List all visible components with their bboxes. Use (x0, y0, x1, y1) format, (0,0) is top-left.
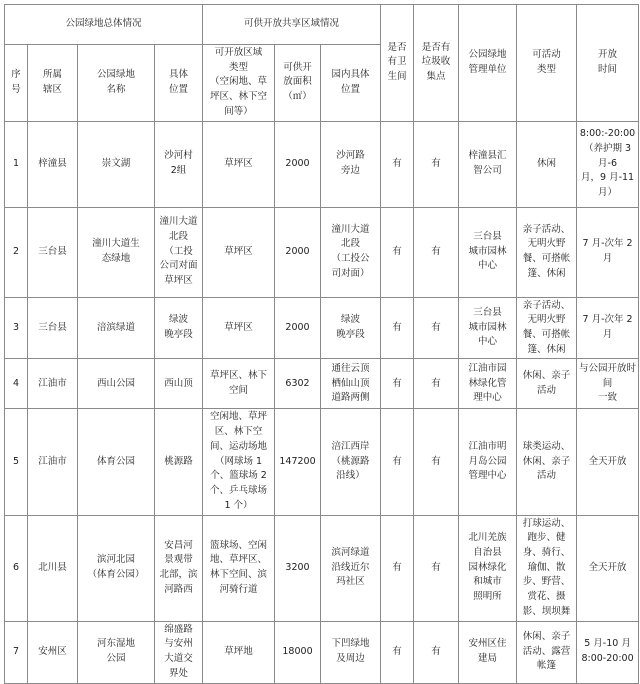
cell-activity: 亲子活动、 无明火野 餐、可搭帐 篷、休闲 (517, 297, 577, 359)
cell-district: 梓潼县 (28, 121, 78, 207)
header-garbage: 是否有 垃圾收 集点 (414, 5, 459, 122)
cell-management: 三台县 城市园林 中心 (459, 207, 517, 297)
cell-no: 5 (5, 409, 28, 515)
cell-location: 安昌河 景观带 北部，滨 河路西 (155, 515, 203, 621)
header-park-name: 公园绿地 名称 (78, 45, 155, 122)
header-inner-location: 园内具体 位置 (321, 45, 381, 122)
header-area-size: 可供开 放面积 （㎡） (275, 45, 321, 122)
cell-management: 梓潼县汇 智公司 (459, 121, 517, 207)
cell-district: 安州区 (28, 621, 78, 683)
cell-area-size: 2000 (275, 297, 321, 359)
cell-location: 西山顶 (155, 359, 203, 409)
cell-no: 6 (5, 515, 28, 621)
cell-area-type: 草坪区、林下 空间 (203, 359, 275, 409)
cell-area-type: 草坪地 (203, 621, 275, 683)
cell-open-time: 7 月-次年 2 月 (577, 297, 639, 359)
cell-inner-location: 涪江西岸 （桃源路 沿线） (321, 409, 381, 515)
cell-activity: 打球运动、 跑步、健 身、骑行、 瑜伽、散 步、野营、 赏花、摄 影、坝坝舞 (517, 515, 577, 621)
cell-activity: 休闲、亲子 活动、露营 帐篷 (517, 621, 577, 683)
cell-management: 安州区住 建局 (459, 621, 517, 683)
cell-toilet: 有 (381, 297, 414, 359)
cell-park-name: 河东湿地 公园 (78, 621, 155, 683)
header-activity: 可活动 类型 (517, 5, 577, 122)
table-row (5, 207, 639, 297)
cell-open-time: 8:00:-20:00 （养护期 3 月-6 月，9 月-11 月） (577, 121, 639, 207)
cell-area-size: 3200 (275, 515, 321, 621)
cell-toilet: 有 (381, 409, 414, 515)
cell-management: 江油市明 月岛公园 管理中心 (459, 409, 517, 515)
table-row (5, 515, 639, 621)
cell-management: 江油市园 林绿化管 理中心 (459, 359, 517, 409)
cell-location: 沙河村 2组 (155, 121, 203, 207)
cell-garbage: 有 (414, 409, 459, 515)
cell-area-size: 6302 (275, 359, 321, 409)
cell-district: 北川县 (28, 515, 78, 621)
cell-no: 3 (5, 297, 28, 359)
table-row (5, 121, 639, 207)
cell-inner-location: 沙河路 旁边 (321, 121, 381, 207)
cell-location: 绿波 晚亭段 (155, 297, 203, 359)
cell-inner-location: 通往云顶 栖仙山顶 道路两侧 (321, 359, 381, 409)
cell-district: 三台县 (28, 297, 78, 359)
cell-district: 三台县 (28, 207, 78, 297)
cell-toilet: 有 (381, 515, 414, 621)
cell-location: 桃源路 (155, 409, 203, 515)
cell-no: 7 (5, 621, 28, 683)
header-no: 序 号 (5, 45, 28, 122)
cell-open-time: 7 月-次年 2 月 (577, 207, 639, 297)
cell-garbage: 有 (414, 621, 459, 683)
cell-park-name: 涪滨绿道 (78, 297, 155, 359)
cell-inner-location: 潼川大道 北段 （工投公 司对面） (321, 207, 381, 297)
header-open-time: 开放 时间 (577, 5, 639, 122)
cell-location: 潼川大道 北段 （工投 公司对面 草坪区 (155, 207, 203, 297)
cell-garbage: 有 (414, 359, 459, 409)
table-row (5, 297, 639, 359)
cell-area-type: 草坪区 (203, 121, 275, 207)
cell-garbage: 有 (414, 121, 459, 207)
cell-park-name: 西山公园 (78, 359, 155, 409)
header-group-overview: 公园绿地总体情况 (5, 5, 203, 45)
park-green-space-table (4, 4, 639, 684)
cell-park-name: 体育公园 (78, 409, 155, 515)
cell-area-type: 空闲地、草坪 区、林下空 间、运动场地 （网球场 1 个、篮球场 2 个、乒乓球场 1 个） (203, 409, 275, 515)
cell-inner-location: 绿波 晚亭段 (321, 297, 381, 359)
header-location: 具体 位置 (155, 45, 203, 122)
cell-park-name: 崇文湖 (78, 121, 155, 207)
cell-area-type: 草坪区 (203, 297, 275, 359)
cell-open-time: 全天开放 (577, 515, 639, 621)
cell-activity: 亲子活动、 无明火野 餐、可搭帐 篷、休闲 (517, 207, 577, 297)
header-district: 所属 辖区 (28, 45, 78, 122)
cell-area-type: 草坪区 (203, 207, 275, 297)
cell-activity: 休闲、亲子 活动 (517, 359, 577, 409)
cell-district: 江油市 (28, 409, 78, 515)
cell-park-name: 潼川大道生 态绿地 (78, 207, 155, 297)
cell-toilet: 有 (381, 121, 414, 207)
cell-toilet: 有 (381, 621, 414, 683)
cell-area-size: 18000 (275, 621, 321, 683)
header-group-shared: 可供开放共享区域情况 (203, 5, 381, 45)
table-row (5, 409, 639, 515)
cell-no: 2 (5, 207, 28, 297)
cell-no: 1 (5, 121, 28, 207)
cell-toilet: 有 (381, 359, 414, 409)
header-toilet: 是否 有卫 生间 (381, 5, 414, 122)
cell-no: 4 (5, 359, 28, 409)
header-management: 公园绿地 管理单位 (459, 5, 517, 122)
cell-garbage: 有 (414, 207, 459, 297)
cell-inner-location: 下凹绿地 及周边 (321, 621, 381, 683)
cell-area-size: 147200 (275, 409, 321, 515)
cell-park-name: 滨河北园 （体育公园） (78, 515, 155, 621)
cell-management: 北川羌族 自治县 园林绿化 和城市 照明所 (459, 515, 517, 621)
cell-inner-location: 滨河绿道 沿线近尔 玛社区 (321, 515, 381, 621)
cell-toilet: 有 (381, 207, 414, 297)
cell-activity: 球类运动、 休闲、亲子 活动 (517, 409, 577, 515)
cell-management: 三台县 城市园林 中心 (459, 297, 517, 359)
cell-open-time: 全天开放 (577, 409, 639, 515)
table-row (5, 359, 639, 409)
cell-garbage: 有 (414, 297, 459, 359)
header-area-type: 可开放区域 类型 （空闲地、草 坪区、林下空 间等） (203, 45, 275, 122)
cell-open-time: 5 月-10 月 8:00-20:00 (577, 621, 639, 683)
cell-area-size: 2000 (275, 207, 321, 297)
cell-activity: 休闲 (517, 121, 577, 207)
cell-location: 绵盛路 与安州 大道交 界处 (155, 621, 203, 683)
table-body (5, 121, 639, 683)
cell-open-time: 与公园开放时间 一致 (577, 359, 639, 409)
cell-area-type: 篮球场、空闲 地、草坪区、 林下空间、滨 河骑行道 (203, 515, 275, 621)
table-row (5, 621, 639, 683)
cell-district: 江油市 (28, 359, 78, 409)
cell-garbage: 有 (414, 515, 459, 621)
cell-area-size: 2000 (275, 121, 321, 207)
